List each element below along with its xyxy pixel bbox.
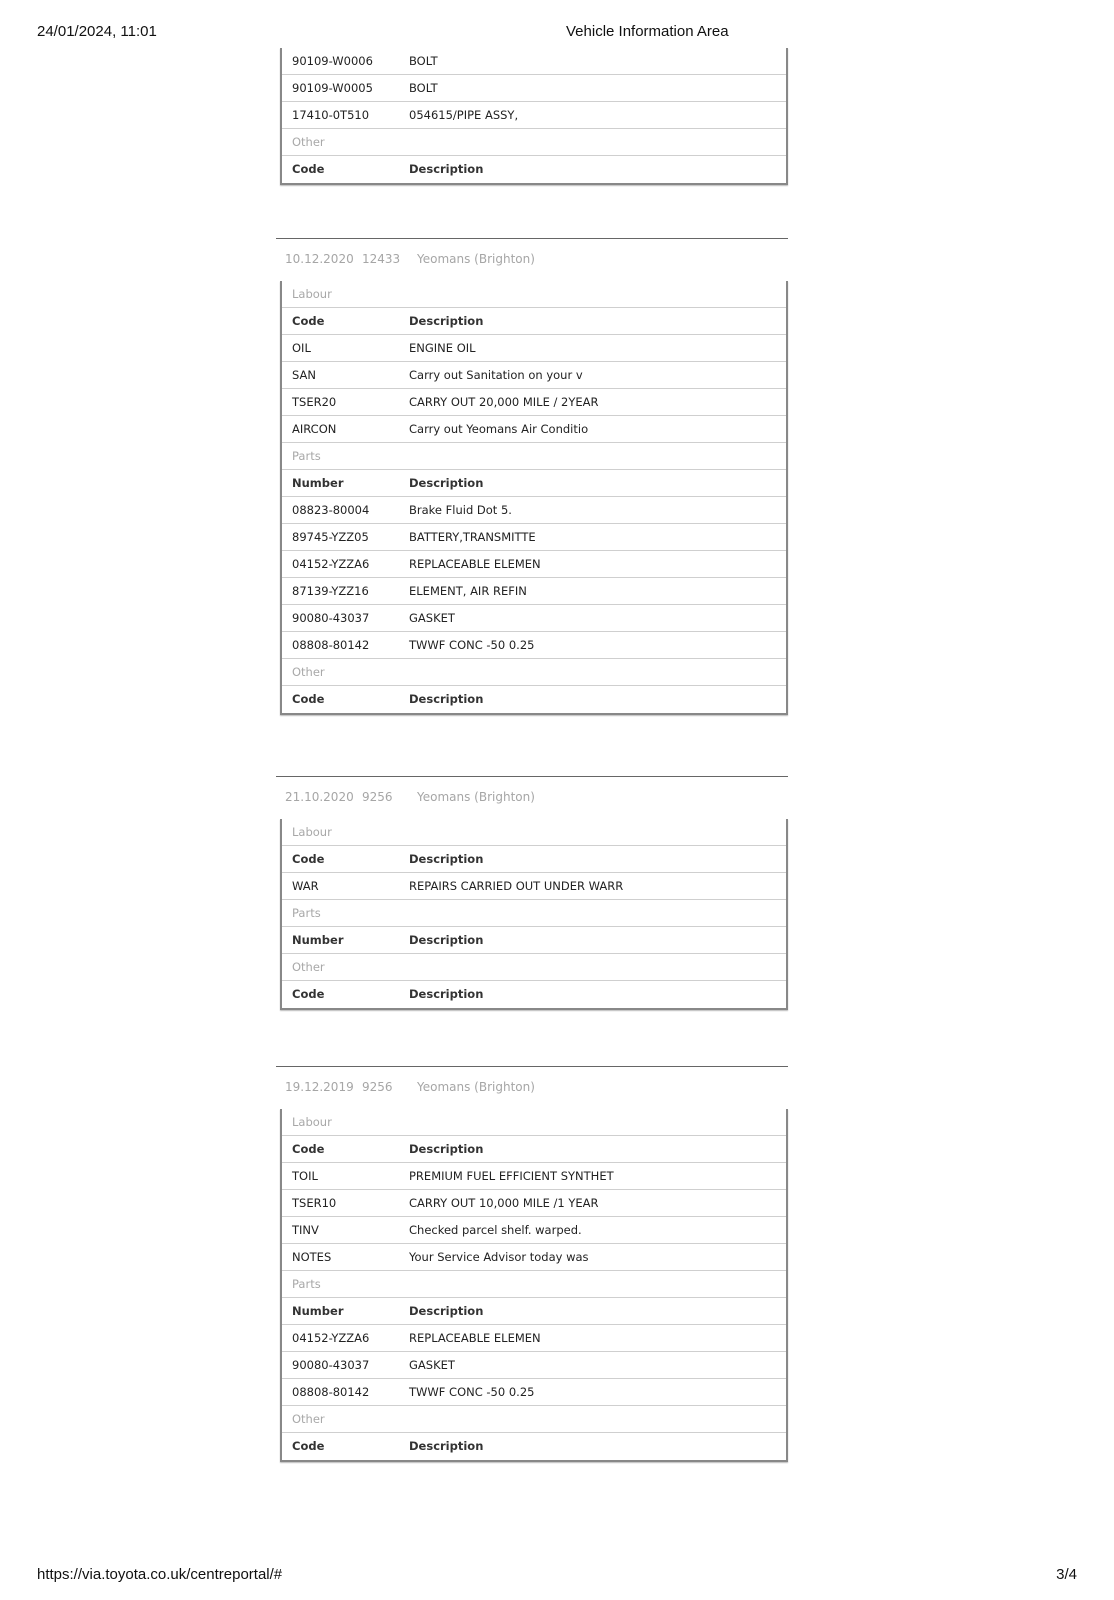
column-header-row xyxy=(282,981,786,1008)
table-row xyxy=(282,48,786,75)
column-header-code: Code xyxy=(292,1142,325,1156)
section-label-parts xyxy=(282,443,786,470)
labour-code: TSER10 xyxy=(292,1196,337,1210)
labour-description: CARRY OUT 20,000 MILE / 2YEAR xyxy=(409,395,599,409)
column-header-description: Description xyxy=(409,692,484,706)
visit-job-number: 9256 xyxy=(362,790,393,804)
part-description: BOLT xyxy=(409,81,438,95)
column-header-row xyxy=(282,927,786,954)
labour-description: ENGINE OIL xyxy=(409,341,476,355)
column-header-number: Number xyxy=(292,933,344,947)
column-header-description: Description xyxy=(409,1142,484,1156)
print-header-datetime: 24/01/2024, 11:01 xyxy=(37,23,157,40)
part-number: 89745-YZZ05 xyxy=(292,530,369,544)
section-label-parts xyxy=(282,900,786,927)
labour-row xyxy=(282,1244,786,1271)
section-label-other xyxy=(282,954,786,981)
labour-code: NOTES xyxy=(292,1250,332,1264)
service-record-table-continued xyxy=(280,48,788,185)
column-header-row xyxy=(282,1433,786,1460)
section-title: Parts xyxy=(292,449,321,463)
section-label-labour xyxy=(282,1109,786,1136)
column-header-description: Description xyxy=(409,162,484,176)
part-row xyxy=(282,551,786,578)
part-row xyxy=(282,497,786,524)
column-header-row xyxy=(282,1136,786,1163)
labour-code: SAN xyxy=(292,368,316,382)
service-record-table xyxy=(280,1109,788,1462)
section-title: Other xyxy=(292,1412,325,1426)
visit-summary xyxy=(285,252,535,266)
part-row xyxy=(282,578,786,605)
visit-date: 19.12.2019 xyxy=(285,1080,354,1094)
visit-dealer: Yeomans (Brighton) xyxy=(417,790,535,804)
visit-date: 10.12.2020 xyxy=(285,252,354,266)
part-number: 08808-80142 xyxy=(292,638,370,652)
part-number: 04152-YZZA6 xyxy=(292,1331,370,1345)
labour-description: CARRY OUT 10,000 MILE /1 YEAR xyxy=(409,1196,599,1210)
section-title: Parts xyxy=(292,906,321,920)
service-record-table xyxy=(280,281,788,715)
labour-code: AIRCON xyxy=(292,422,337,436)
part-description: TWWF CONC -50 0.25 xyxy=(409,638,535,652)
part-description: 054615/PIPE ASSY, xyxy=(409,108,519,122)
column-header-row xyxy=(282,308,786,335)
section-title: Labour xyxy=(292,825,332,839)
labour-description: Checked parcel shelf. warped. xyxy=(409,1223,582,1237)
table-row xyxy=(282,102,786,129)
column-header-code: Code xyxy=(292,1439,325,1453)
part-row xyxy=(282,605,786,632)
section-label-other xyxy=(282,659,786,686)
section-title: Other xyxy=(292,665,325,679)
labour-row xyxy=(282,335,786,362)
visit-dealer: Yeomans (Brighton) xyxy=(417,1080,535,1094)
labour-row xyxy=(282,873,786,900)
part-number: 08808-80142 xyxy=(292,1385,370,1399)
labour-code: TOIL xyxy=(292,1169,318,1183)
part-description: GASKET xyxy=(409,611,455,625)
labour-description: PREMIUM FUEL EFFICIENT SYNTHET xyxy=(409,1169,614,1183)
column-header-description: Description xyxy=(409,314,484,328)
labour-row xyxy=(282,1190,786,1217)
column-header-code: Code xyxy=(292,314,325,328)
section-label-parts xyxy=(282,1271,786,1298)
visit-summary xyxy=(285,790,535,804)
part-description: Brake Fluid Dot 5. xyxy=(409,503,512,517)
labour-code: TSER20 xyxy=(292,395,337,409)
labour-description: Carry out Sanitation on your v xyxy=(409,368,583,382)
section-label-other xyxy=(282,1406,786,1433)
visit-job-number: 12433 xyxy=(362,252,401,266)
labour-row xyxy=(282,362,786,389)
column-header-row xyxy=(282,1298,786,1325)
labour-description: Carry out Yeomans Air Conditio xyxy=(409,422,589,436)
section-title: Parts xyxy=(292,1277,321,1291)
part-number: 90109-W0005 xyxy=(292,81,373,95)
column-header-description: Description xyxy=(409,476,484,490)
part-number: 08823-80004 xyxy=(292,503,370,517)
labour-code: TINV xyxy=(292,1223,319,1237)
part-row xyxy=(282,632,786,659)
column-header-row xyxy=(282,156,786,183)
print-footer-url: https://via.toyota.co.uk/centreportal/# xyxy=(37,1566,283,1583)
column-header-description: Description xyxy=(409,933,484,947)
column-header-number: Number xyxy=(292,476,344,490)
labour-row xyxy=(282,389,786,416)
part-number: 17410-0T510 xyxy=(292,108,370,122)
column-header-code: Code xyxy=(292,852,325,866)
labour-description: Your Service Advisor today was xyxy=(409,1250,589,1264)
visit-divider xyxy=(276,1066,788,1067)
section-label-other xyxy=(282,129,786,156)
section-title: Labour xyxy=(292,1115,332,1129)
column-header-description: Description xyxy=(409,1304,484,1318)
print-header-title: Vehicle Information Area xyxy=(566,23,729,40)
section-label-labour xyxy=(282,281,786,308)
labour-description: REPAIRS CARRIED OUT UNDER WARR xyxy=(409,879,624,893)
part-number: 87139-YZZ16 xyxy=(292,584,369,598)
part-description: TWWF CONC -50 0.25 xyxy=(409,1385,535,1399)
part-number: 90080-43037 xyxy=(292,1358,370,1372)
part-description: ELEMENT, AIR REFIN xyxy=(409,584,527,598)
labour-row xyxy=(282,1163,786,1190)
part-number: 90109-W0006 xyxy=(292,54,373,68)
part-description: BOLT xyxy=(409,54,438,68)
part-description: BATTERY,TRANSMITTE xyxy=(409,530,536,544)
part-row xyxy=(282,1379,786,1406)
section-title: Other xyxy=(292,135,325,149)
service-record-table xyxy=(280,819,788,1010)
visit-dealer: Yeomans (Brighton) xyxy=(417,252,535,266)
section-title: Other xyxy=(292,960,325,974)
table-row xyxy=(282,75,786,102)
column-header-row xyxy=(282,686,786,713)
column-header-number: Number xyxy=(292,1304,344,1318)
part-description: GASKET xyxy=(409,1358,455,1372)
column-header-row xyxy=(282,846,786,873)
section-label-labour xyxy=(282,819,786,846)
part-description: REPLACEABLE ELEMEN xyxy=(409,557,541,571)
labour-code: OIL xyxy=(292,341,311,355)
part-row xyxy=(282,1352,786,1379)
part-number: 90080-43037 xyxy=(292,611,370,625)
visit-summary xyxy=(285,1080,535,1094)
column-header-code: Code xyxy=(292,162,325,176)
column-header-code: Code xyxy=(292,692,325,706)
column-header-description: Description xyxy=(409,852,484,866)
part-row xyxy=(282,1325,786,1352)
column-header-description: Description xyxy=(409,987,484,1001)
column-header-row xyxy=(282,470,786,497)
part-number: 04152-YZZA6 xyxy=(292,557,370,571)
visit-job-number: 9256 xyxy=(362,1080,393,1094)
print-footer-page-number: 3/4 xyxy=(1056,1566,1077,1583)
part-description: REPLACEABLE ELEMEN xyxy=(409,1331,541,1345)
column-header-description: Description xyxy=(409,1439,484,1453)
section-title: Labour xyxy=(292,287,332,301)
part-row xyxy=(282,524,786,551)
labour-row xyxy=(282,416,786,443)
column-header-code: Code xyxy=(292,987,325,1001)
labour-row xyxy=(282,1217,786,1244)
visit-divider xyxy=(276,238,788,239)
visit-divider xyxy=(276,776,788,777)
visit-date: 21.10.2020 xyxy=(285,790,354,804)
labour-code: WAR xyxy=(292,879,319,893)
